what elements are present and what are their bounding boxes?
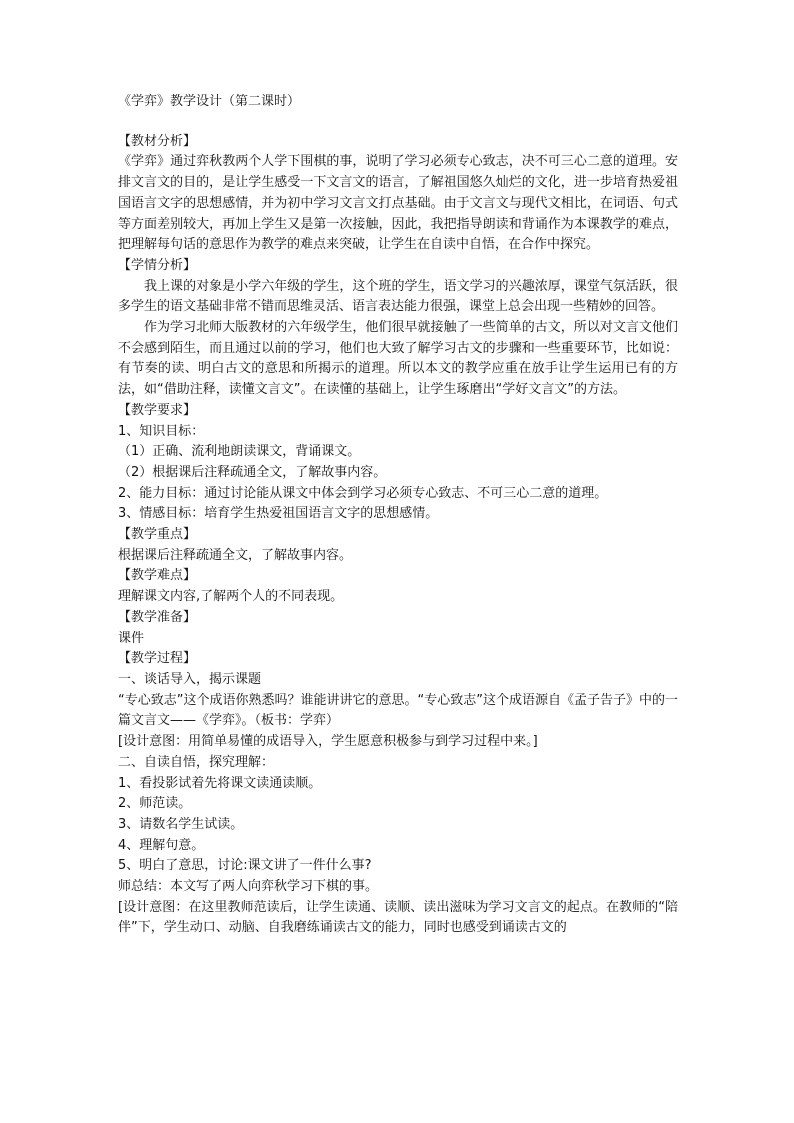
list-item: 2、师范读。 <box>118 796 192 812</box>
design-intent: [设计意图：用简单易懂的成语导入，学生愿意积极参与到学习过程中来。] <box>118 734 538 750</box>
step-title: 一、谈话导入，揭示课题 <box>118 671 262 687</box>
section-student-analysis <box>118 256 678 401</box>
list-item: 4、理解句意。 <box>118 837 205 853</box>
section-material-analysis <box>118 132 678 256</box>
section-heading: 【教学难点】 <box>118 568 197 584</box>
list-item: 3、请数名学生试读。 <box>118 816 244 832</box>
section-heading: 【教学过程】 <box>118 651 197 667</box>
section-teaching-process <box>118 649 678 939</box>
section-teaching-preparation <box>118 608 678 649</box>
list-item: 师总结：本文写了两人向弈秋学习下棋的事。 <box>118 879 379 895</box>
list-item: 3、情感目标：培育学生热爱祖国语言文字的思想感情。 <box>118 506 439 522</box>
design-intent: [设计意图：在这里教师范读后，让学生读通、读顺、读出滋味为学习文言文的起点。在教师的“陪伴”下，学生动口、动脑、自我磨练诵读古文的能力，同时也感受到诵读古文的 <box>118 899 678 936</box>
paragraph: 课件 <box>118 630 145 646</box>
paragraph: 《学弈》通过弈秋教两个人学下围棋的事，说明了学习必须专心致志，决不可三心二意的道理。安排文言文的目的，是让学生感受一下文言文的语言，了解祖国悠久灿烂的文化，进一步培育热爱祖国语言文字的思想感情，并为初中学习文言文打点基础。由于文言文与现代文相比，在词语、句式等方面差别较大，再加上学生又是第一次接触，因此，我把指导朗读和背诵作为本课教学的难点，把理解每句话的意思作为教学的难点来突破，让学生在自读中自悟，在合作中探究。 <box>118 154 678 253</box>
list-item: 1、知识目标： <box>118 423 205 439</box>
section-heading: 【教材分析】 <box>118 133 197 149</box>
paragraph: 根据课后注释疏通全文，了解故事内容。 <box>118 547 353 563</box>
section-teaching-difficulty <box>118 566 678 607</box>
section-heading: 【教学重点】 <box>118 527 197 543</box>
document-page <box>118 92 678 939</box>
list-item: 5、明白了意思，讨论:课文讲了一件什么事? <box>118 858 372 874</box>
paragraph: 我上课的对象是小学六年级的学生，这个班的学生，语文学习的兴趣浓厚，课堂气氛活跃，很多学生的语文基础非常不错而思维灵活、语言表达能力很强，课堂上总会出现一些精妙的回答。 <box>118 278 678 315</box>
section-heading: 【学情分析】 <box>118 257 197 273</box>
list-item: 1、看投影试着先将课文读通读顺。 <box>118 775 322 791</box>
step-title: 二、自读自悟，探究理解： <box>118 754 275 770</box>
section-heading: 【教学准备】 <box>118 609 197 625</box>
paragraph: 理解课文内容,了解两个人的不同表现。 <box>118 589 344 605</box>
list-item: 2、能力目标：通过讨论能从课文中体会到学习必须专心致志、不可三心二意的道理。 <box>118 485 608 501</box>
list-item: （1）正确、流利地朗读课文，背诵课文。 <box>118 444 361 460</box>
list-item: （2）根据课后注释疏通全文，了解故事内容。 <box>118 464 387 480</box>
document-title: 《学弈》教学设计（第二课时） <box>118 94 301 109</box>
section-teaching-requirements <box>118 401 678 525</box>
paragraph: 作为学习北师大版教材的六年级学生，他们很早就接触了一些简单的古文，所以对文言文他们不会感到陌生，而且通过以前的学习，他们也大致了解学习古文的步骤和一些重要环节，比如说：有节奏的读、明白古文的意思和所揭示的道理。所以本文的教学应重在放手让学生运用已有的方法，如“借助注释，读懂文言文”。在读懂的基础上，让学生琢磨出“学好文言文”的方法。 <box>118 320 678 398</box>
section-teaching-focus <box>118 525 678 566</box>
paragraph: “专心致志”这个成语你熟悉吗？谁能讲讲它的意思。“专心致志”这个成语源自《孟子告子》中的一篇文言文——《学弈》。（板书：学弈） <box>118 692 678 729</box>
section-heading: 【教学要求】 <box>118 402 197 418</box>
